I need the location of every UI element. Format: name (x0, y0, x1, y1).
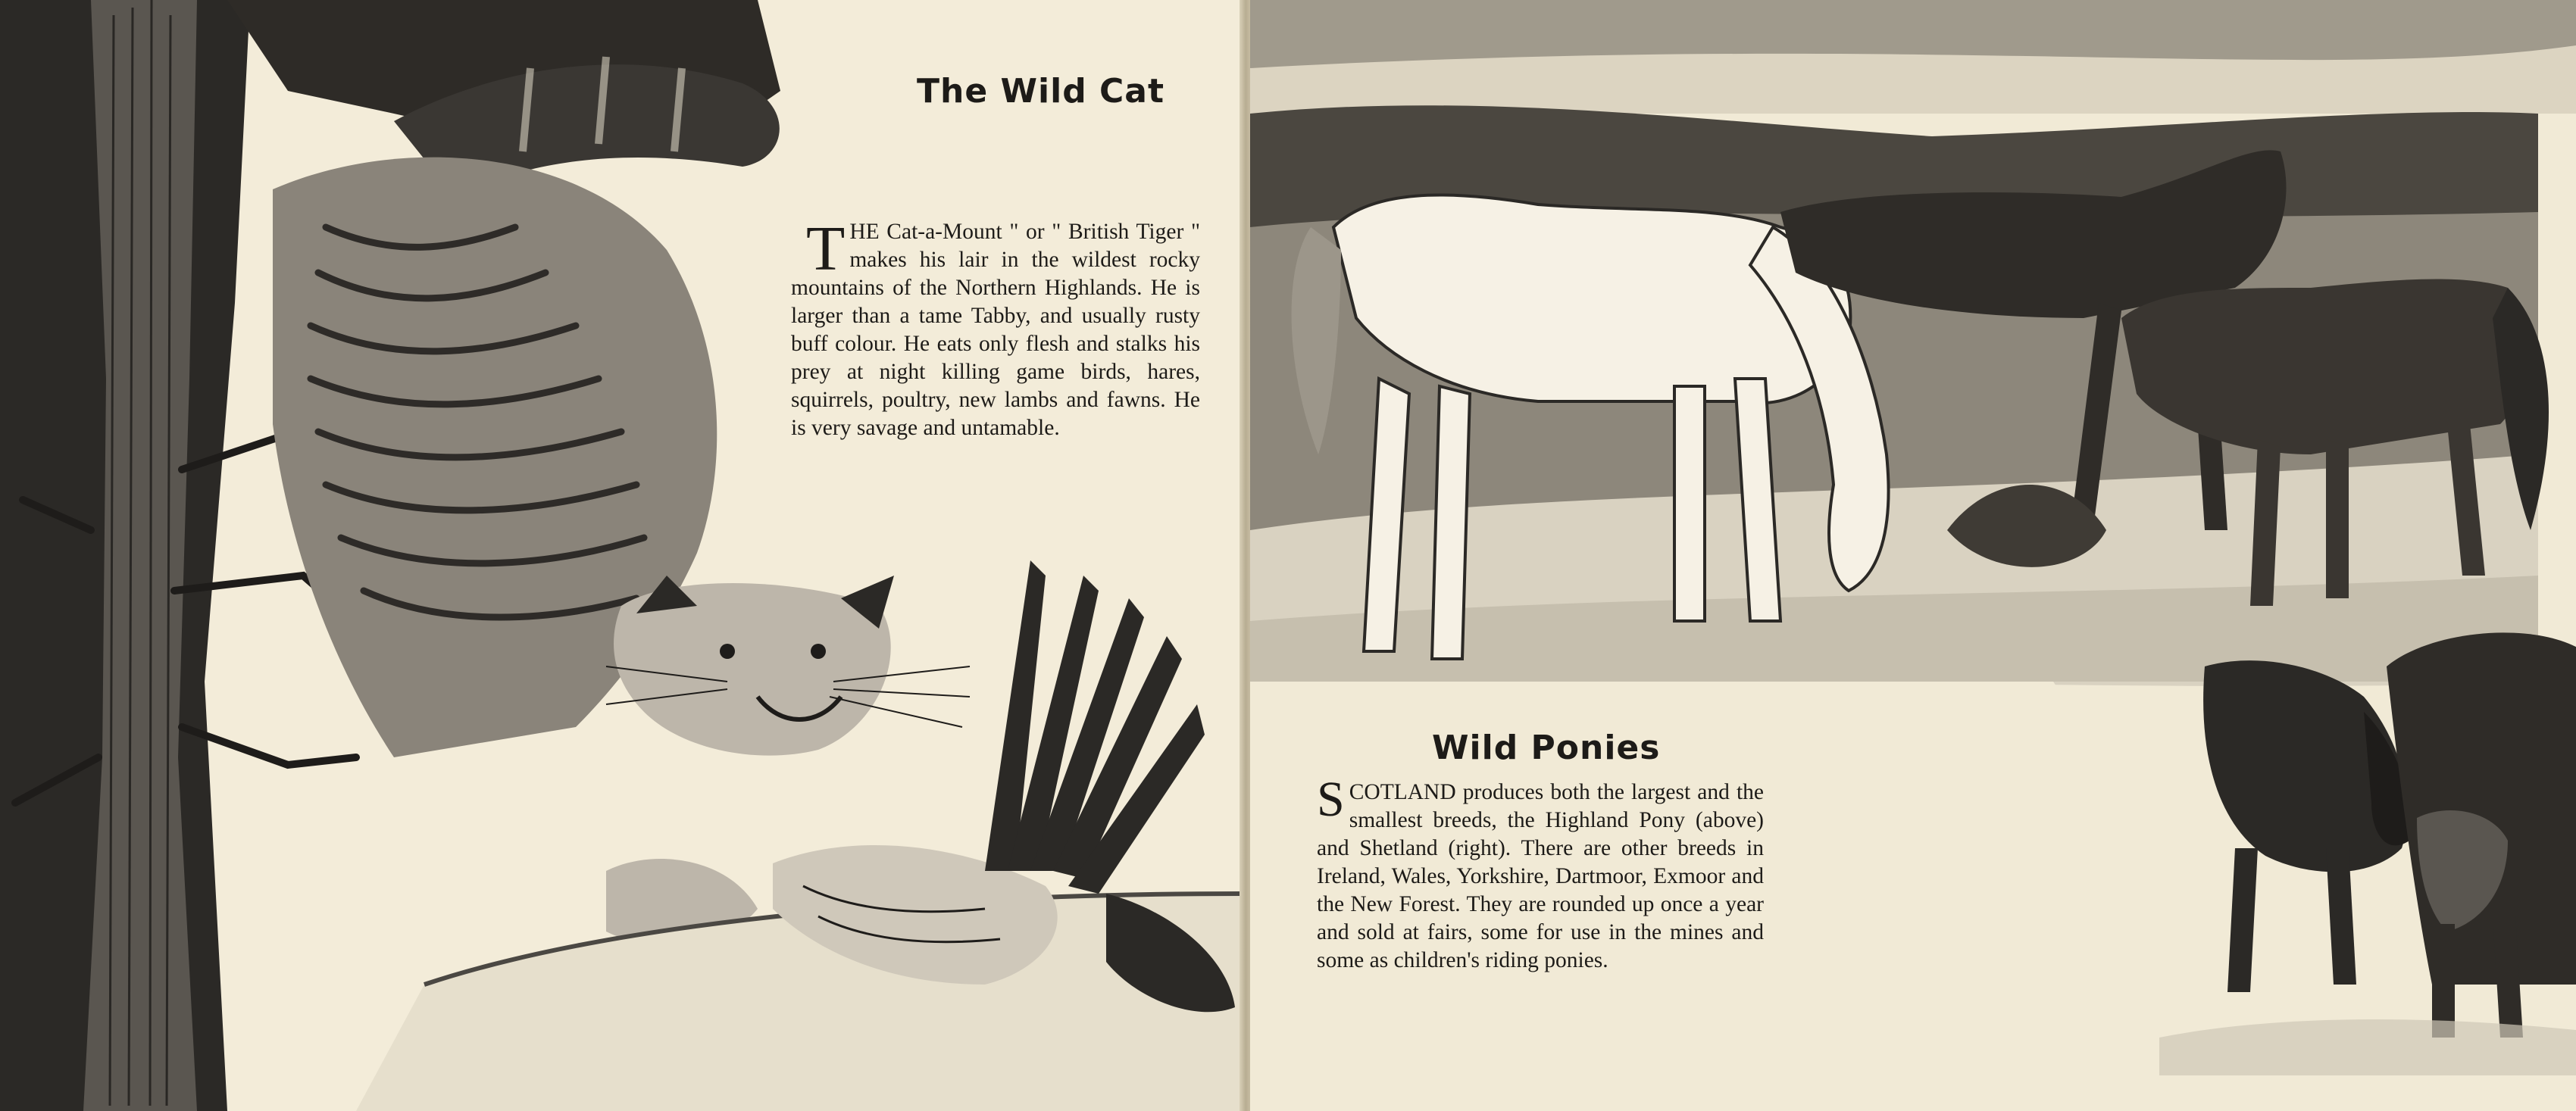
wild-cat-illustration (0, 0, 1243, 1111)
left-page-body (791, 214, 1200, 442)
right-page-body-text: COTLAND produces both the largest and the smallest breeds, the Highland Pony (above) and Shetland (right). There are other breeds in Ireland, Wales, Yorkshire, Dartmoor, Exmoor and the New Forest. They are rounded up once a year and sold at fairs, some for use in the mines and some as children's riding ponies. (1317, 780, 1764, 972)
right-page-body (1317, 772, 1764, 975)
right-page-title: Wild Ponies (1432, 729, 1661, 767)
left-page (0, 0, 1243, 1111)
right-page-dropcap: S (1317, 772, 1345, 827)
left-page-dropcap: T (806, 214, 846, 284)
left-page-title: The Wild Cat (917, 72, 1165, 111)
right-page (1250, 0, 2576, 1111)
left-page-body-text: HE Cat-a-Mount " or " British Tiger " makes his lair in the wildest rocky mountains of the Northern Highlands. He is larger than a tame Tabby, and usually rusty buff colour. He eats only flesh and stalks his prey at night killing game birds, hares, squirrels, poultry, new lambs and fawns. He is very savage and untamable. (791, 220, 1200, 440)
